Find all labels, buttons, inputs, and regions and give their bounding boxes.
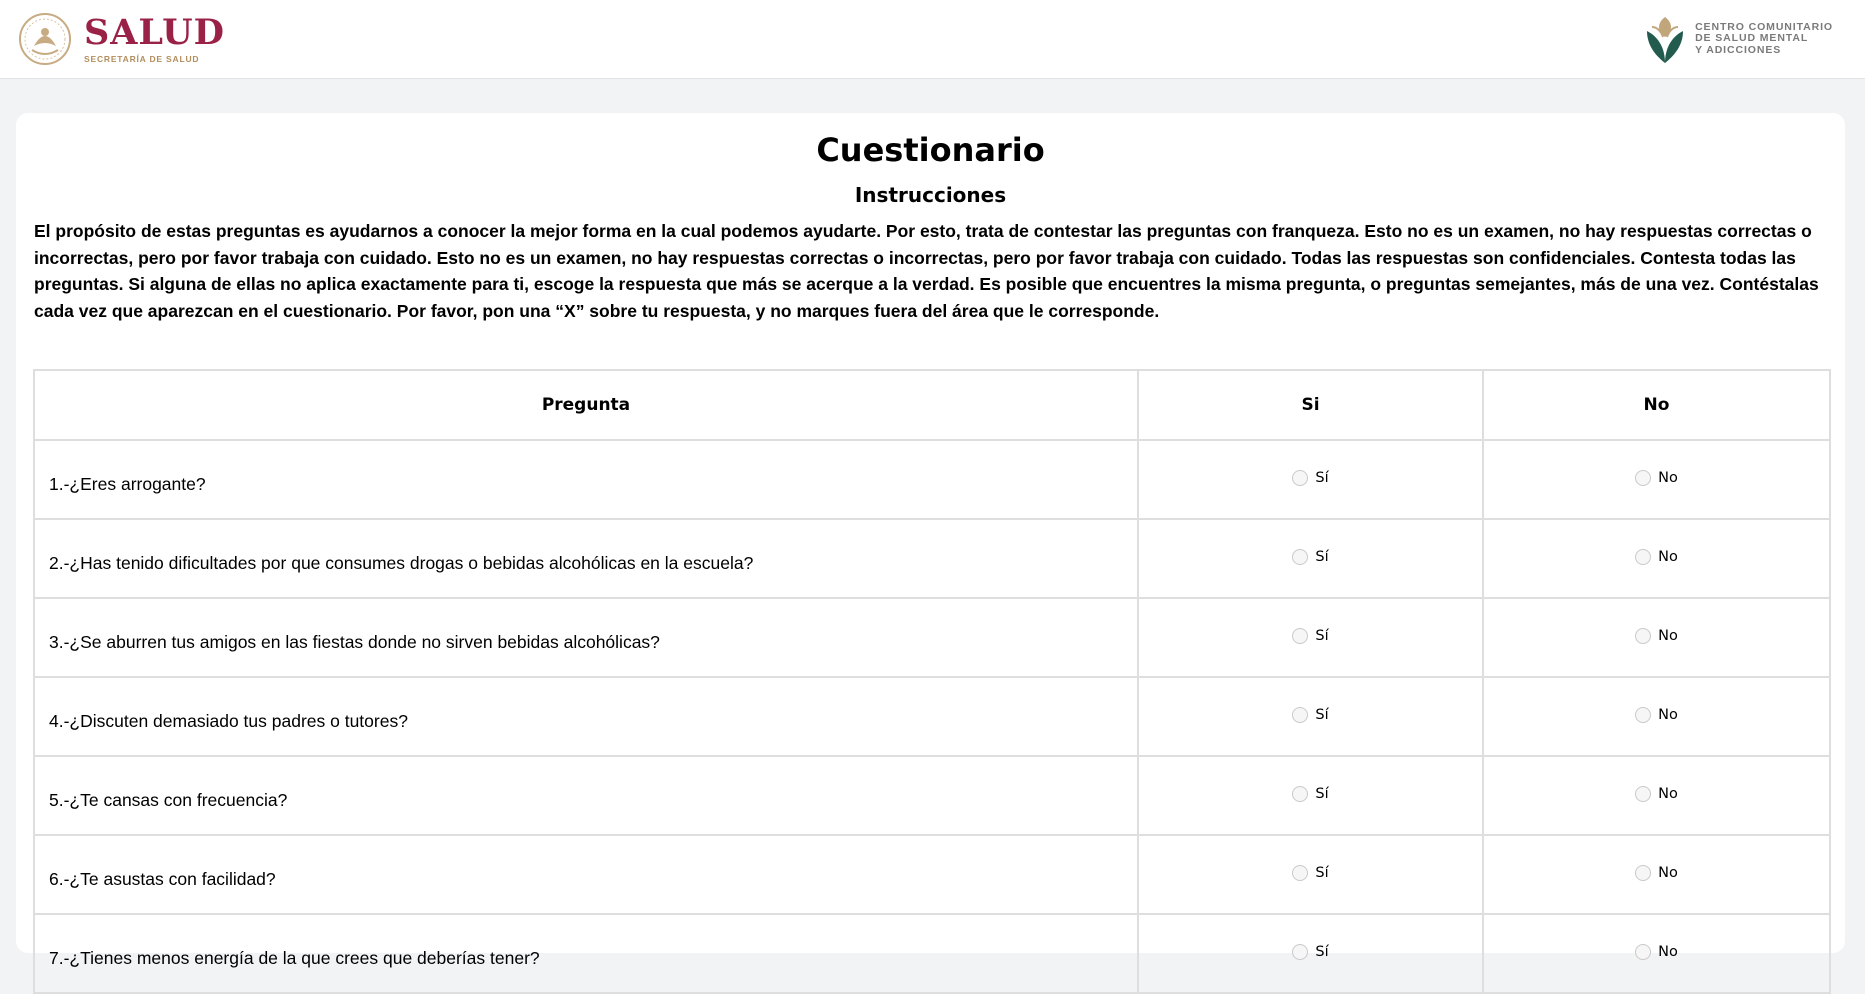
center-name-line-1: CENTRO COMUNITARIO <box>1695 20 1833 33</box>
no-radio[interactable] <box>1635 865 1651 881</box>
table-row <box>34 756 1830 835</box>
page-title: Cuestionario <box>816 131 1045 169</box>
no-radio[interactable] <box>1635 549 1651 565</box>
yes-option[interactable] <box>1292 707 1328 723</box>
yes-radio[interactable] <box>1292 470 1308 486</box>
yes-option[interactable] <box>1292 470 1328 486</box>
no-option[interactable] <box>1635 944 1678 960</box>
center-logo[interactable] <box>1643 12 1833 66</box>
question-text: 6.-¿Te asustas con facilidad? <box>34 835 1138 914</box>
no-option[interactable] <box>1635 628 1678 644</box>
yes-label: Sí <box>1315 864 1329 881</box>
yes-radio[interactable] <box>1292 707 1308 723</box>
yes-option[interactable] <box>1292 786 1328 802</box>
leaf-logo-icon <box>1643 13 1687 65</box>
yes-label: Sí <box>1315 548 1329 565</box>
no-radio[interactable] <box>1635 944 1651 960</box>
yes-label: Sí <box>1315 785 1329 802</box>
yes-radio[interactable] <box>1292 786 1308 802</box>
salud-logo[interactable] <box>18 10 225 68</box>
no-label: No <box>1658 469 1678 486</box>
yes-label: Sí <box>1315 627 1329 644</box>
brand-name: SALUD <box>84 11 226 53</box>
no-option[interactable] <box>1635 865 1678 881</box>
question-text: 7.-¿Tienes menos energía de la que crees que deberías tener? <box>34 914 1138 993</box>
no-label: No <box>1658 943 1678 960</box>
no-label: No <box>1658 864 1678 881</box>
no-option[interactable] <box>1635 549 1678 565</box>
no-option[interactable] <box>1635 786 1678 802</box>
no-radio[interactable] <box>1635 707 1651 723</box>
no-label: No <box>1658 548 1678 565</box>
table-row <box>34 835 1830 914</box>
instructions-text: El propósito de estas preguntas es ayudarnos a conocer la mejor forma en la cual podemos ayudarte. Por esto, trata de contestar las preguntas con franqueza. Esto no es un examen, no hay respuestas correctas o incorrectas, pero por favor trabaja con cuidado. Esto no es un examen, no hay respuestas correctas o incorrectas, pero por favor trabaja con cuidado. Todas las respuestas son confidenciales. Contesta todas las preguntas. Si alguna de ellas no aplica exactamente para ti, escoge la respuesta que más se acerque a la verdad. Es posible que encuentres la misma pregunta, o preguntas semejantes, más de una vez. Contéstalas cada vez que aparezcan en el cuestionario. Por favor, pon una “X” sobre tu respuesta, y no marques fuera del área que le corresponde. <box>34 221 1819 321</box>
no-option[interactable] <box>1635 707 1678 723</box>
instructions-heading: Instrucciones <box>854 183 1007 207</box>
questionnaire-card <box>16 113 1845 968</box>
header-bar <box>0 0 1865 79</box>
table-row <box>34 914 1830 993</box>
question-text: 3.-¿Se aburren tus amigos en las fiestas donde no sirven bebidas alcohólicas? <box>34 598 1138 677</box>
brand-subtitle: SECRETARÍA DE SALUD <box>84 53 200 64</box>
yes-radio[interactable] <box>1292 628 1308 644</box>
mexico-seal-icon <box>18 12 72 66</box>
no-label: No <box>1658 627 1678 644</box>
table-header-row <box>34 370 1830 440</box>
yes-label: Sí <box>1315 469 1329 486</box>
table-row <box>34 519 1830 598</box>
question-text: 4.-¿Discuten demasiado tus padres o tutores? <box>34 677 1138 756</box>
yes-option[interactable] <box>1292 628 1328 644</box>
table-row <box>34 598 1830 677</box>
no-label: No <box>1658 706 1678 723</box>
no-radio[interactable] <box>1635 786 1651 802</box>
question-text: 2.-¿Has tenido dificultades por que consumes drogas o bebidas alcohólicas en la escuela? <box>34 519 1138 598</box>
no-label: No <box>1658 785 1678 802</box>
no-option[interactable] <box>1635 470 1678 486</box>
yes-radio[interactable] <box>1292 944 1308 960</box>
center-name <box>1695 22 1833 57</box>
no-radio[interactable] <box>1635 628 1651 644</box>
question-text: 5.-¿Te cansas con frecuencia? <box>34 756 1138 835</box>
yes-option[interactable] <box>1292 944 1328 960</box>
table-row <box>34 677 1830 756</box>
yes-option[interactable] <box>1292 549 1328 565</box>
column-header-yes: Si <box>1138 370 1483 440</box>
yes-option[interactable] <box>1292 865 1328 881</box>
center-name-line-3: Y ADICCIONES <box>1695 43 1782 56</box>
center-name-line-2: DE SALUD MENTAL <box>1695 32 1809 45</box>
question-text: 1.-¿Eres arrogante? <box>34 440 1138 519</box>
yes-label: Sí <box>1315 943 1329 960</box>
table-row <box>34 440 1830 519</box>
column-header-no: No <box>1483 370 1830 440</box>
yes-label: Sí <box>1315 706 1329 723</box>
yes-radio[interactable] <box>1292 865 1308 881</box>
questions-table <box>33 369 1831 994</box>
column-header-question: Pregunta <box>34 370 1138 440</box>
yes-radio[interactable] <box>1292 549 1308 565</box>
no-radio[interactable] <box>1635 470 1651 486</box>
